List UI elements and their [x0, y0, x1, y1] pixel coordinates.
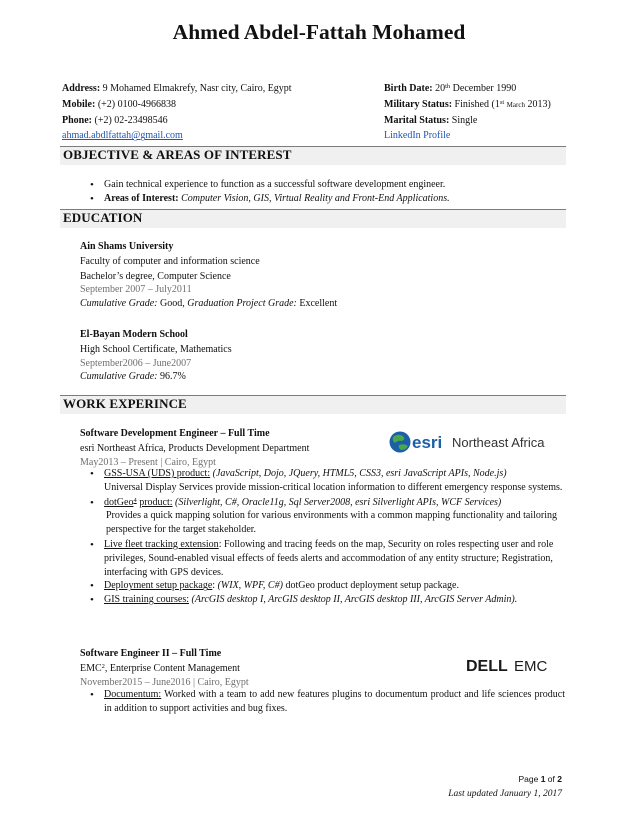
- page-word: Page: [518, 774, 539, 784]
- item-name: Deployment setup package: [104, 580, 213, 592]
- esri-region-text: Northeast Africa: [452, 435, 545, 450]
- job-item: [85, 688, 565, 716]
- email-row: [62, 129, 382, 145]
- dell-emc-logo: [466, 656, 558, 674]
- school-degree: Bachelor’s degree, Computer Science: [80, 270, 231, 282]
- job-item: [85, 467, 565, 495]
- item-name: Live fleet tracking extension: [104, 538, 219, 550]
- school-grade: [80, 297, 560, 311]
- mobile-row: [62, 98, 382, 114]
- page-of: of: [547, 774, 555, 784]
- phone-label: Phone:: [62, 114, 92, 126]
- mobile-label: Mobile:: [62, 98, 96, 110]
- item-name: GIS training courses:: [104, 594, 189, 606]
- grade-value: Good,: [160, 298, 185, 310]
- contact-right: [384, 82, 614, 145]
- military-row: [384, 98, 614, 114]
- school-dates: September 2007 – July2011: [80, 284, 192, 296]
- email-link[interactable]: ahmad.abdlfattah@gmail.com: [62, 130, 183, 142]
- item-name: dotGeo: [104, 496, 134, 508]
- marital-row: [384, 114, 614, 130]
- work-title: WORK EXPERINCE: [63, 396, 187, 411]
- job-dates: May2013 – Present | Cairo, Egypt: [80, 456, 216, 468]
- page-current: 1: [540, 774, 546, 784]
- interests-value: Computer Vision, GIS, Virtual Reality and Front-End Applications.: [181, 192, 450, 204]
- education-school-2: [80, 328, 560, 384]
- school-name: El-Bayan Modern School: [80, 329, 188, 340]
- birth-day: 20: [435, 83, 446, 94]
- job-2-header: [80, 647, 440, 689]
- address-row: [62, 82, 382, 98]
- birth-rest: December 1990: [452, 83, 517, 94]
- page-total: 2: [557, 774, 562, 784]
- item-name: GSS-USA (UDS) product:: [104, 468, 211, 479]
- job-title: Software Engineer II – Full Time: [80, 648, 222, 659]
- dell-wordmark: DELL: [466, 658, 508, 674]
- education-school-1: [80, 240, 560, 311]
- military-year: 2013): [527, 98, 551, 110]
- job-1-header: [80, 427, 380, 469]
- item-desc: dotGeo product deployment setup package.: [285, 580, 459, 592]
- objective-list: [85, 178, 565, 206]
- job-title: Software Development Engineer – Full Time: [80, 428, 270, 439]
- birth-sup: th: [445, 83, 451, 90]
- project-grade-label: Graduation Project Grade:: [187, 298, 297, 310]
- military-sup: st: [499, 98, 505, 106]
- school-grade: [80, 370, 560, 384]
- item-tech: (WIX, WPF, C#): [217, 580, 283, 592]
- item-desc: Worked with a team to add new features plugins to documentum product and life sciences product in addition to support activities and bug fixes.: [104, 689, 565, 714]
- job-1-items: [85, 467, 565, 607]
- objective-interests: [85, 192, 565, 206]
- item-tech: (JavaScript, Dojo, JQuery, HTML5, CSS3, esri JavaScript APIs, Node.js): [212, 468, 507, 479]
- mobile-value: (+2) 0100-4966838: [97, 98, 176, 110]
- birth-row: [384, 82, 614, 98]
- military-value: Finished (1: [454, 98, 500, 110]
- item-desc: Universal Display Services provide mission-critical location information to different emergency response systems.: [104, 481, 563, 493]
- grade-label: Cumulative Grade:: [80, 298, 158, 310]
- school-dates: September2006 – June2007: [80, 357, 192, 369]
- contact-left: [62, 82, 382, 145]
- job-dates: November2015 – June2016 | Cairo, Egypt: [80, 676, 249, 688]
- item-name-sup: 4: [133, 496, 137, 504]
- linkedin-link[interactable]: LinkedIn Profile: [384, 130, 451, 142]
- objective-title: OBJECTIVE & AREAS OF INTEREST: [63, 147, 292, 162]
- birth-label: Birth Date:: [384, 83, 433, 94]
- company-rest: , Enterprise Content Management: [104, 662, 240, 674]
- job-item: [85, 496, 565, 537]
- item-name: Documentum:: [104, 689, 162, 700]
- school-certificate: High School Certificate, Mathematics: [80, 343, 232, 355]
- job-item: [85, 593, 565, 607]
- esri-globe-icon: [388, 428, 556, 456]
- objective-goal: • Gain technical experience to function as a successful software development engineer.: [85, 178, 565, 192]
- esri-logo: [388, 428, 556, 456]
- esri-wordmark: esri: [412, 433, 443, 452]
- dell-emc-logo-icon: [466, 656, 558, 674]
- linkedin-row: [384, 129, 614, 145]
- job-2-items: [85, 688, 565, 716]
- item-desc: : Following and tracing feeds on the map, Security on roles respecting user and role privileges, Sound-enabled visual effects of feeds alerts and accommodation of any entity structure; Registration, interfacing with GPS devices.: [104, 538, 554, 578]
- military-label: Military Status:: [384, 98, 453, 110]
- company-sup: 2: [101, 662, 105, 670]
- address-label: Address:: [62, 83, 101, 94]
- item-tech: (ArcGIS desktop I, ArcGIS desktop II, ArcGIS desktop III, ArcGIS Server Admin).: [191, 594, 518, 606]
- job-company: esri Northeast Africa, Products Development Department: [80, 442, 310, 454]
- phone-row: [62, 114, 382, 130]
- item-tech: (Silverlight, C#, Oracle11g, Sql Server2008, esri Silverlight APIs, WCF Services): [175, 496, 502, 508]
- marital-label: Marital Status:: [384, 114, 450, 126]
- job-item: [85, 538, 565, 579]
- item-desc: Provides a quick mapping solution for various environments with a common mapping functionality and tailoring perspective for the target stakeholder.: [106, 510, 558, 536]
- phone-value: (+2) 02-23498546: [94, 114, 168, 126]
- military-month: March: [506, 100, 525, 109]
- company-name: EMC: [80, 662, 102, 674]
- last-updated: Last updated January 1, 2017: [448, 788, 562, 799]
- education-title: EDUCATION: [63, 210, 143, 225]
- emc-wordmark: EMC: [514, 658, 548, 674]
- project-grade-value: Excellent: [299, 298, 338, 310]
- interests-label: Areas of Interest:: [104, 192, 179, 204]
- page-footer: [448, 774, 562, 801]
- address-value: 9 Mohamed Elmakrefy, Nasr city, Cairo, Egypt: [102, 83, 292, 94]
- marital-value: Single: [451, 114, 478, 126]
- grade-label: Cumulative Grade:: [80, 371, 158, 383]
- job-item: • Deployment setup package: (WIX, WPF, C#) dotGeo product deployment setup package.: [85, 579, 565, 593]
- resume-name: Ahmed Abdel-Fattah Mohamed: [172, 20, 466, 44]
- school-faculty: Faculty of computer and information science: [80, 255, 260, 267]
- school-name: Ain Shams University: [80, 241, 174, 252]
- grade-value: 96.7%: [160, 371, 186, 383]
- page-number: [448, 774, 562, 786]
- item-name-rest: product:: [139, 496, 173, 508]
- job-company: [80, 662, 440, 676]
